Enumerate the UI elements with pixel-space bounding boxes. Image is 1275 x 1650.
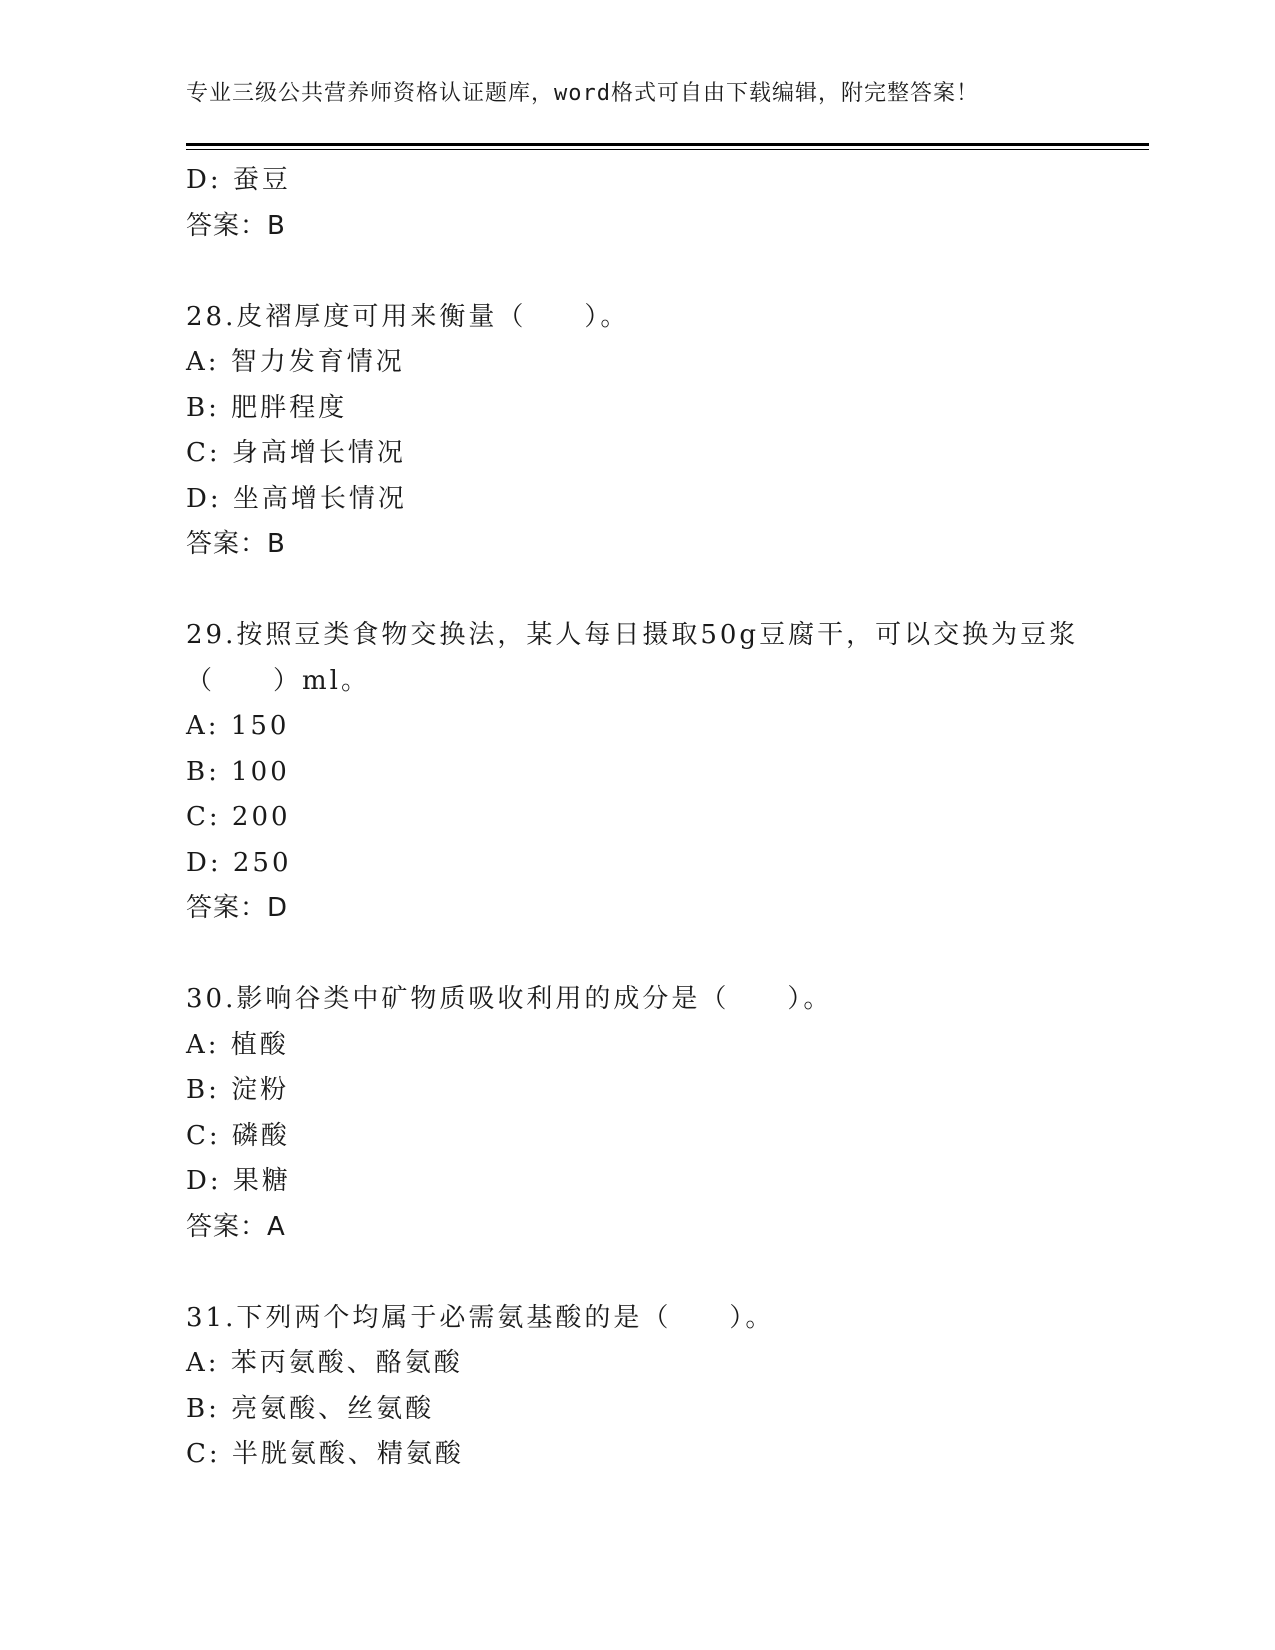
- question-31: [186, 1296, 1116, 1478]
- answer-line: 答案：B: [186, 210, 286, 241]
- question-list: [186, 158, 1116, 1478]
- spacer: [186, 568, 1116, 614]
- option-c: C: 身高增长情况: [186, 438, 406, 468]
- page-header: 专业三级公共营养师资格认证题库，word格式可自由下载编辑，附完整答案！: [186, 81, 979, 106]
- option-a: A: 150: [186, 711, 290, 741]
- option-a: A: 苯丙氨酸、酪氨酸: [186, 1348, 463, 1378]
- answer-line: 答案：A: [186, 1211, 286, 1242]
- option-a: A: 植酸: [186, 1029, 289, 1060]
- question-stem: 28.皮褶厚度可用来衡量（ ）。: [186, 301, 630, 332]
- option-c: C: 半胱氨酸、精氨酸: [186, 1439, 464, 1469]
- question-stem: 29.按照豆类食物交换法，某人每日摄取50g豆腐干，可以交换为豆浆: [186, 620, 1079, 650]
- option-d: D: 坐高增长情况: [186, 483, 407, 514]
- question-28: [186, 295, 1116, 568]
- option-c: C: 磷酸: [186, 1120, 290, 1151]
- answer-line: 答案：B: [186, 529, 286, 559]
- option-c: C: 200: [186, 802, 291, 832]
- question-stem: 30.影响谷类中矿物质吸收利用的成分是（ ）。: [186, 984, 833, 1014]
- option-b: B: 100: [186, 756, 290, 787]
- answer-line: 答案：D: [186, 893, 289, 923]
- question-stem: 31.下列两个均属于必需氨基酸的是（ ）。: [186, 1302, 775, 1333]
- spacer: [186, 932, 1116, 978]
- option-d: D: 果糖: [186, 1166, 291, 1196]
- question-29: [186, 613, 1116, 932]
- option-b: B: 肥胖程度: [186, 392, 348, 423]
- spacer: [186, 1250, 1116, 1296]
- option-b: B: 亮氨酸、丝氨酸: [186, 1393, 435, 1424]
- option-a: A: 智力发育情况: [186, 347, 405, 377]
- option-b: B: 淀粉: [186, 1075, 290, 1105]
- spacer: [186, 249, 1116, 295]
- option-d: D: 蚕豆: [186, 165, 291, 195]
- question-30: [186, 977, 1116, 1250]
- header-rule-thin: [186, 149, 1149, 150]
- option-d: D: 250: [186, 847, 292, 878]
- question-stem-continued: （ ）ml。: [186, 665, 370, 696]
- header-rule-thick: [186, 143, 1149, 146]
